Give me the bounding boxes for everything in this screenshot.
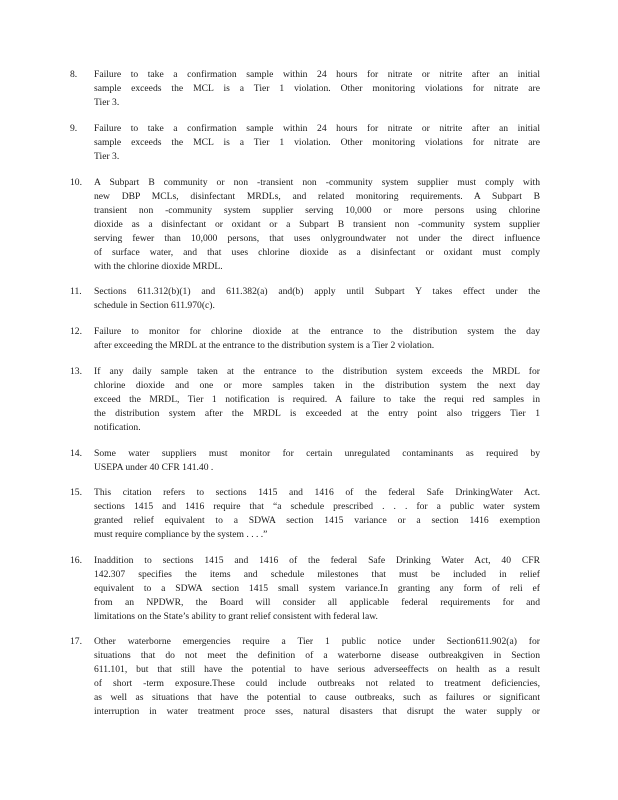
text-line: as well as situations that have the potential to cause outbreaks, such as failures or significant (94, 692, 540, 703)
footnote-number: 9. (70, 123, 78, 134)
footnote-number: 17. (70, 636, 82, 647)
footnote-text (94, 447, 540, 475)
text-line: exceed the MRDL, Tier 1 notification is required. A failure to take the requi red samples in (94, 394, 540, 405)
text-line: Other waterborne emergencies require a Tier 1 public notice under Section611.902(a) for (94, 636, 540, 647)
text-line: A Subpart B community or non -transient non -community system supplier must comply with (94, 177, 540, 188)
text-line: schedule in Section 611.970(c). (94, 300, 215, 311)
text-line: after exceeding the MRDL at the entrance to the distribution system is a Tier 2 violation. (94, 340, 435, 351)
footnote-text (94, 68, 540, 110)
footnote-text (94, 122, 540, 164)
footnote-text (94, 365, 540, 435)
text-line: sections 1415 and 1416 require that “a schedule prescribed . . . for a public water system (94, 501, 540, 512)
text-line: notification. (94, 422, 141, 433)
footnote-text (94, 554, 540, 624)
text-line: Inaddition to sections 1415 and 1416 of the federal Safe Drinking Water Act, 40 CFR (94, 555, 540, 566)
footnote-text (94, 325, 540, 353)
footnote-number: 13. (70, 366, 82, 377)
footnote-number: 12. (70, 326, 82, 337)
text-line: sample exceeds the MCL is a Tier 1 violation. Other monitoring violations for nitrate are (94, 83, 540, 94)
text-line: of surface water, and that uses chlorine dioxide as a disinfectant or oxidant must comply (94, 247, 540, 258)
text-line: Some water suppliers must monitor for certain unregulated contaminants as required by (94, 448, 540, 459)
text-line: Failure to monitor for chlorine dioxide at the entrance to the distribution system the day (94, 326, 540, 337)
text-line: This citation refers to sections 1415 and 1416 of the federal Safe DrinkingWater Act. (94, 487, 540, 498)
text-line: Sections 611.312(b)(1) and 611.382(a) and(b) apply until Subpart Y takes effect under the (94, 286, 540, 297)
text-line: of short -term exposure.These could include outbreaks not related to treatment deficiencies, (94, 678, 540, 689)
text-line: 611.101, but that still have the potential to have serious adverseeffects on health as a result (94, 664, 540, 675)
footnote-text (94, 635, 540, 719)
footnote-text (94, 285, 540, 313)
text-line: transient non -community system supplier serving 10,000 or more persons using chlorine (94, 205, 540, 216)
text-line: 142.307 specifies the items and schedule milestones that must be included in relief (94, 569, 540, 580)
footnote-number: 8. (70, 69, 78, 80)
text-line: equivalent to a SDWA section 1415 small system variance.In granting any form of reli ef (94, 583, 540, 594)
footnote-number: 16. (70, 555, 82, 566)
text-line: serving fewer than 10,000 persons, that uses onlygroundwater not under the direct influence (94, 233, 540, 244)
footnote-number: 11. (70, 286, 82, 297)
footnote-number: 10. (70, 177, 82, 188)
text-line: interruption in water treatment proce sses, natural disasters that disrupt the water supply or (94, 706, 540, 717)
text-line: Tier 3. (94, 97, 120, 108)
text-line: new DBP MCLs, disinfectant MRDLs, and related monitoring requirements. A Subpart B (94, 191, 540, 202)
text-line: sample exceeds the MCL is a Tier 1 violation. Other monitoring violations for nitrate are (94, 137, 540, 148)
text-line: with the chlorine dioxide MRDL. (94, 261, 223, 272)
footnote-text (94, 176, 540, 274)
text-line: Failure to take a confirmation sample within 24 hours for nitrate or nitrite after an initial (94, 69, 540, 80)
footnote-text (94, 486, 540, 542)
text-line: dioxide as a disinfectant or oxidant or a Subpart B transient non -community system supplier (94, 219, 540, 230)
text-line: If any daily sample taken at the entrance to the distribution system exceeds the MRDL for (94, 366, 540, 377)
text-line: chlorine dioxide and one or more samples taken in the distribution system the next day (94, 380, 540, 391)
text-line: from an NPDWR, the Board will consider all applicable federal requirements for and (94, 597, 540, 608)
text-line: the distribution system after the MRDL is exceeded at the entry point also triggers Tier 1 (94, 408, 540, 419)
text-line: situations that do not meet the definition of a waterborne disease outbreakgiven in Section (94, 650, 540, 661)
text-line: Failure to take a confirmation sample within 24 hours for nitrate or nitrite after an initial (94, 123, 540, 134)
text-line: limitations on the State’s ability to grant relief consistent with federal law. (94, 611, 378, 622)
text-line: USEPA under 40 CFR 141.40 . (94, 462, 214, 473)
text-line: must require compliance by the system . . . .” (94, 529, 268, 540)
text-line: granted relief equivalent to a SDWA section 1415 variance or a section 1416 exemption (94, 515, 540, 526)
text-line: Tier 3. (94, 151, 120, 162)
footnote-number: 14. (70, 448, 82, 459)
footnote-number: 15. (70, 487, 82, 498)
